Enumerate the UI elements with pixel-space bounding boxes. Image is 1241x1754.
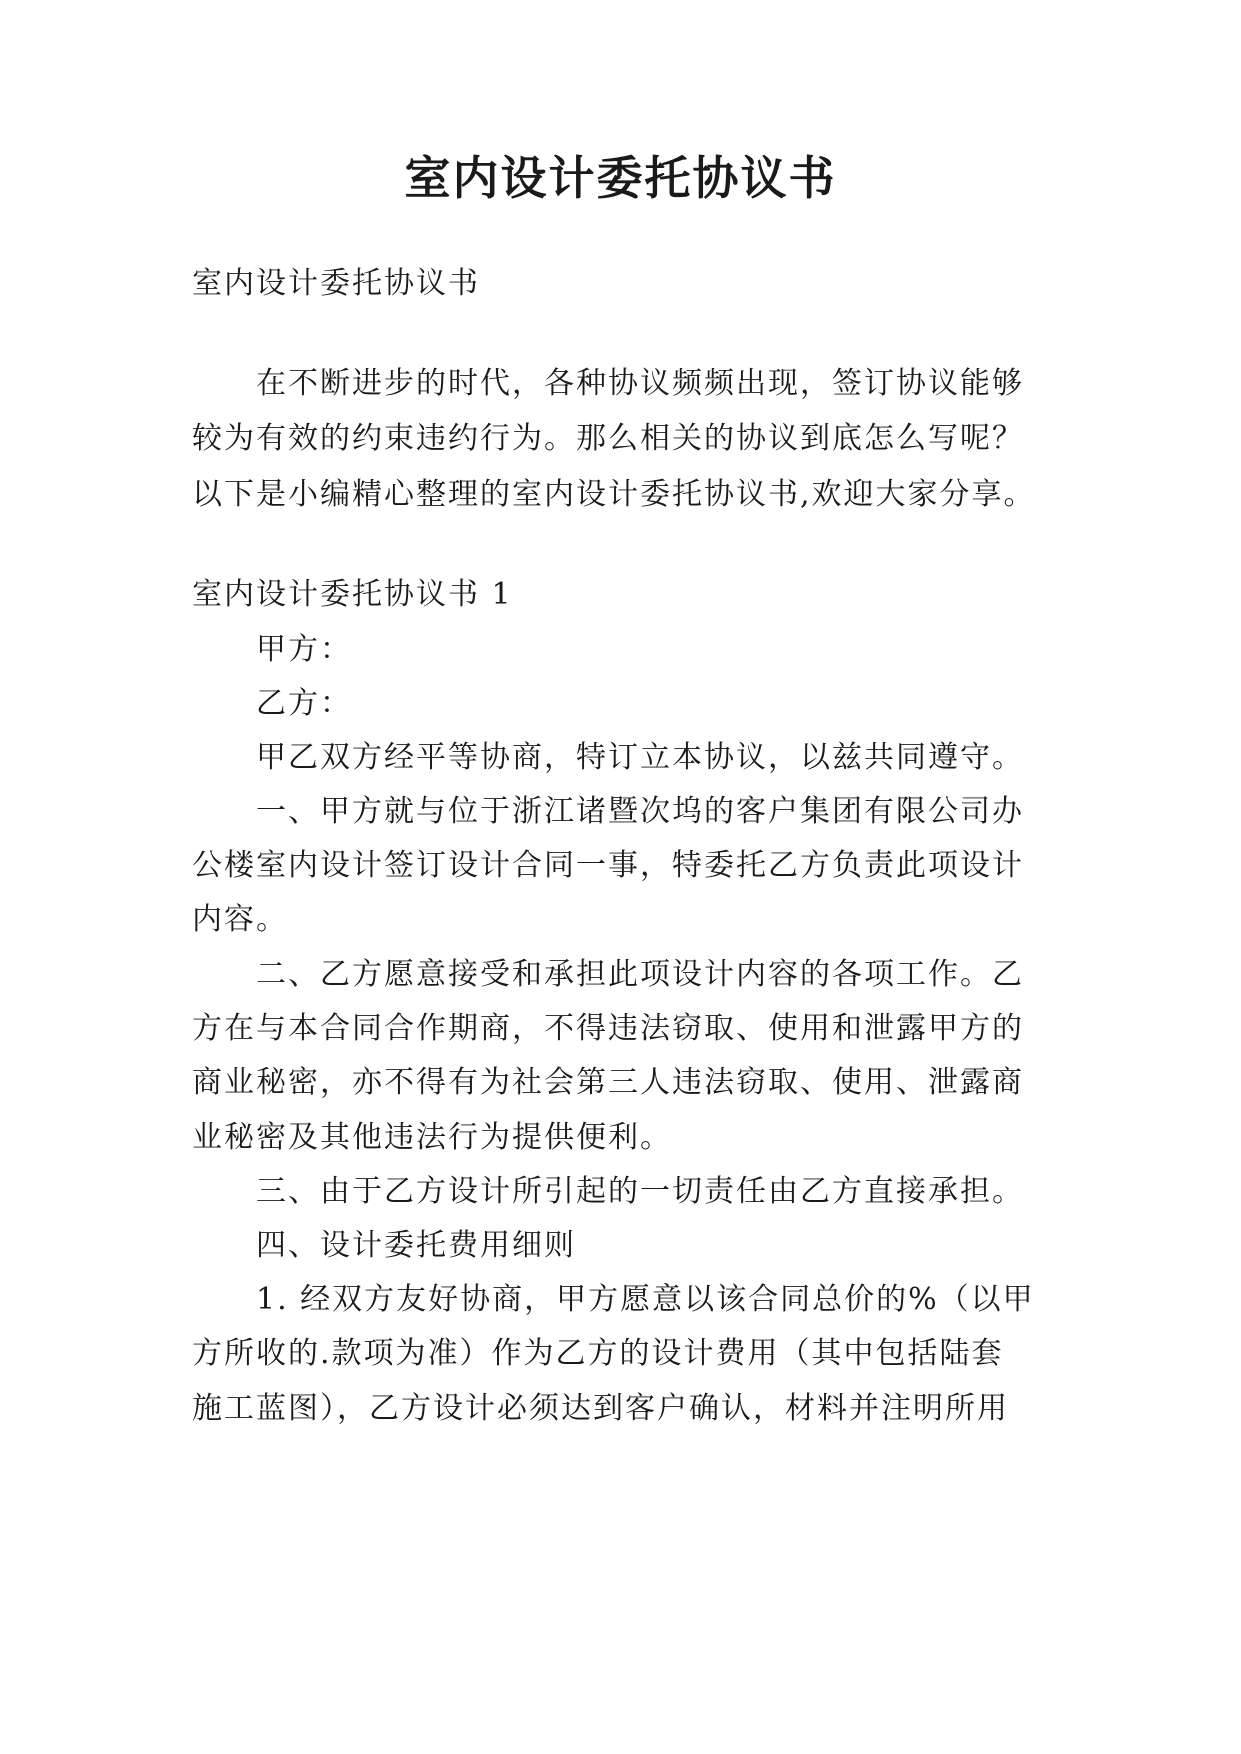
clause-2-line-2: 方在与本合同合作期商，不得违法窃取、使用和泄露甲方的 bbox=[192, 1011, 1024, 1046]
clause-3: 三、由于乙方设计所引起的一切责任由乙方直接承担。 bbox=[256, 1174, 1024, 1209]
section-heading: 室内设计委托协议书 1 bbox=[192, 577, 513, 612]
clause-1-line-1: 一、甲方就与位于浙江诸暨次坞的客户集团有限公司办 bbox=[256, 794, 1024, 829]
party-a-label: 甲方： bbox=[256, 632, 352, 667]
clause-2-line-3: 商业秘密，亦不得有为社会第三人违法窃取、使用、泄露商 bbox=[192, 1065, 1024, 1100]
intro-line-1: 在不断进步的时代，各种协议频频出现，签订协议能够 bbox=[256, 366, 1024, 401]
intro-line-2: 较为有效的约束违约行为。那么相关的协议到底怎么写呢？ bbox=[192, 421, 1024, 456]
document-subtitle: 室内设计委托协议书 bbox=[192, 266, 480, 301]
document-title: 室内设计委托协议书 bbox=[404, 151, 837, 205]
preamble: 甲乙双方经平等协商，特订立本协议，以兹共同遵守。 bbox=[256, 740, 1024, 775]
item-1-line-2: 方所收的.款项为准）作为乙方的设计费用（其中包括陆套 bbox=[192, 1336, 1004, 1371]
intro-line-3: 以下是小编精心整理的室内设计委托协议书,欢迎大家分享。 bbox=[192, 477, 1036, 512]
clause-4-heading: 四、设计委托费用细则 bbox=[256, 1228, 576, 1263]
clause-2-line-1: 二、乙方愿意接受和承担此项设计内容的各项工作。乙 bbox=[256, 957, 1024, 992]
clause-1-line-2: 公楼室内设计签订设计合同一事，特委托乙方负责此项设计 bbox=[192, 848, 1024, 883]
clause-1-line-3: 内容。 bbox=[192, 902, 288, 937]
clause-2-line-4: 业秘密及其他违法行为提供便利。 bbox=[192, 1120, 672, 1155]
item-1-line-1: 1. 经双方友好协商，甲方愿意以该合同总价的%（以甲 bbox=[256, 1282, 1035, 1317]
party-b-label: 乙方： bbox=[256, 686, 352, 721]
item-1-line-3: 施工蓝图），乙方设计必须达到客户确认，材料并注明所用 bbox=[192, 1391, 1009, 1426]
